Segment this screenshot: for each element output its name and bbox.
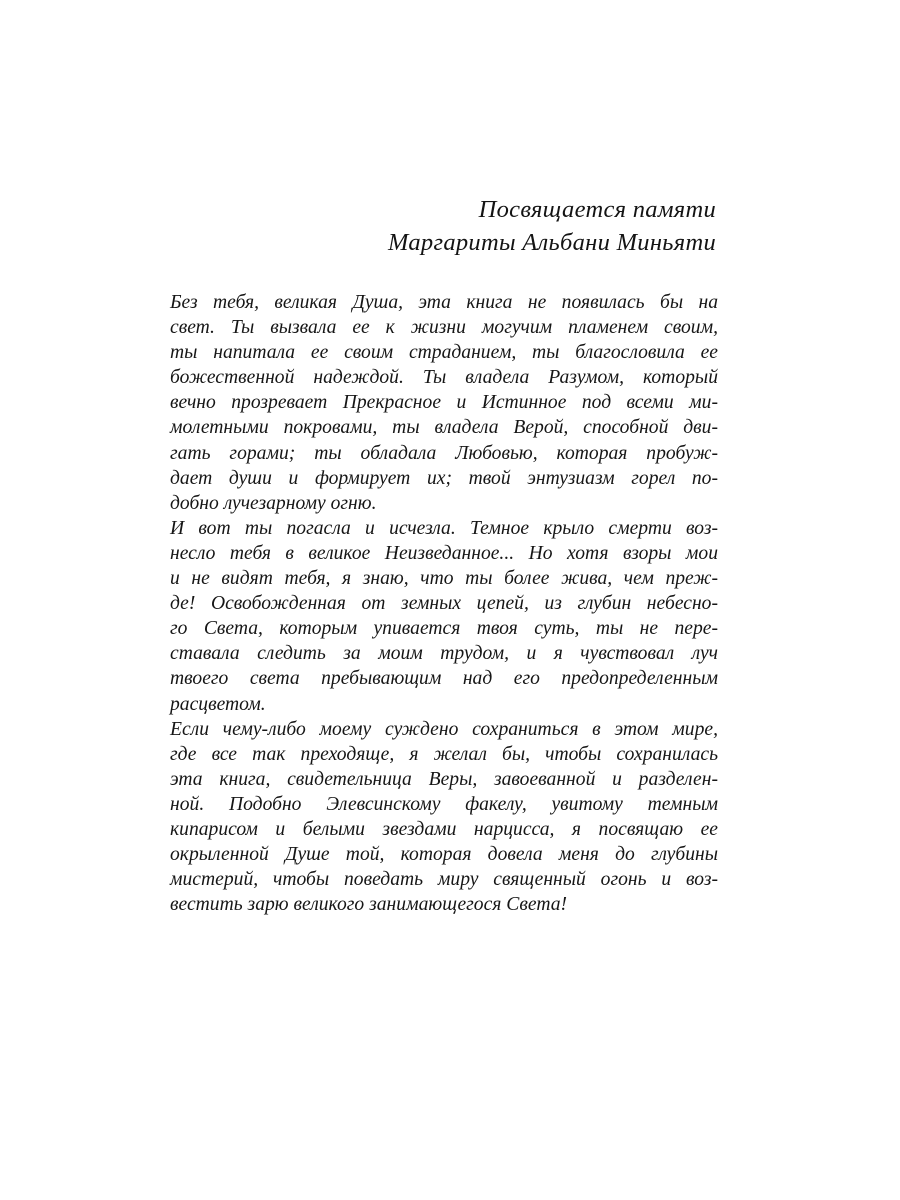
- text-line: дает души и формирует их; твой энтузиазм горел по-: [170, 467, 718, 489]
- paragraph: [170, 516, 718, 717]
- paragraph: [170, 290, 718, 516]
- text-line: свет. Ты вызвала ее к жизни могучим пламенем своим,: [170, 317, 718, 339]
- text-line: вечно прозревает Прекрасное и Истинное под всеми ми-: [170, 392, 718, 414]
- text-line: Без тебя, великая Душа, эта книга не появилась бы на: [170, 292, 718, 313]
- text-line: мистерий, чтобы поведать миру священный огонь и воз-: [170, 869, 718, 891]
- dedication-heading: [388, 193, 716, 259]
- text-line: де! Освобожденная от земных цепей, из глубин небесно-: [170, 593, 718, 615]
- text-line: окрыленной Душе той, которая довела меня до глубины: [170, 844, 718, 866]
- text-line: го Света, которым упивается твоя суть, ты не пере-: [170, 618, 718, 640]
- text-line: ной. Подобно Элевсинскому факелу, увитому темным: [170, 793, 718, 815]
- text-line: твоего света пребывающим над его предопределенным: [170, 668, 718, 690]
- text-line: гать горами; ты обладала Любовью, которая пробуж-: [170, 442, 718, 464]
- text-line: молетными покровами, ты владела Верой, способной дви-: [170, 417, 718, 439]
- text-line: ставала следить за моим трудом, и я чувствовал луч: [170, 643, 718, 665]
- dedication-line: Маргариты Альбани Миньяти: [388, 229, 716, 256]
- text-line: божественной надеждой. Ты владела Разумом, который: [170, 367, 718, 389]
- text-line: где все так преходяще, я желал бы, чтобы сохранилась: [170, 743, 718, 765]
- text-line: кипарисом и белыми звездами нарцисса, я посвящаю ее: [170, 818, 718, 840]
- text-line: расцветом.: [170, 693, 266, 715]
- text-line: несло тебя в великое Неизведанное... Но хотя взоры мои: [170, 542, 718, 564]
- text-line: И вот ты погасла и исчезла. Темное крыло смерти воз-: [170, 517, 718, 539]
- paragraph: [170, 717, 718, 918]
- text-line: эта книга, свидетельница Веры, завоеванной и разделен-: [170, 768, 718, 790]
- dedication-line: Посвящается памяти: [478, 196, 716, 223]
- text-line: и не видят тебя, я знаю, что ты более жива, чем преж-: [170, 568, 718, 590]
- text-line: Если чему-либо моему суждено сохраниться в этом мире,: [170, 718, 718, 740]
- text-line: вестить зарю великого занимающегося Света!: [170, 894, 568, 916]
- text-line: добно лучезарному огню.: [170, 492, 377, 514]
- dedication-body: [170, 290, 718, 917]
- text-line: ты напитала ее своим страданием, ты благословила ее: [170, 342, 718, 364]
